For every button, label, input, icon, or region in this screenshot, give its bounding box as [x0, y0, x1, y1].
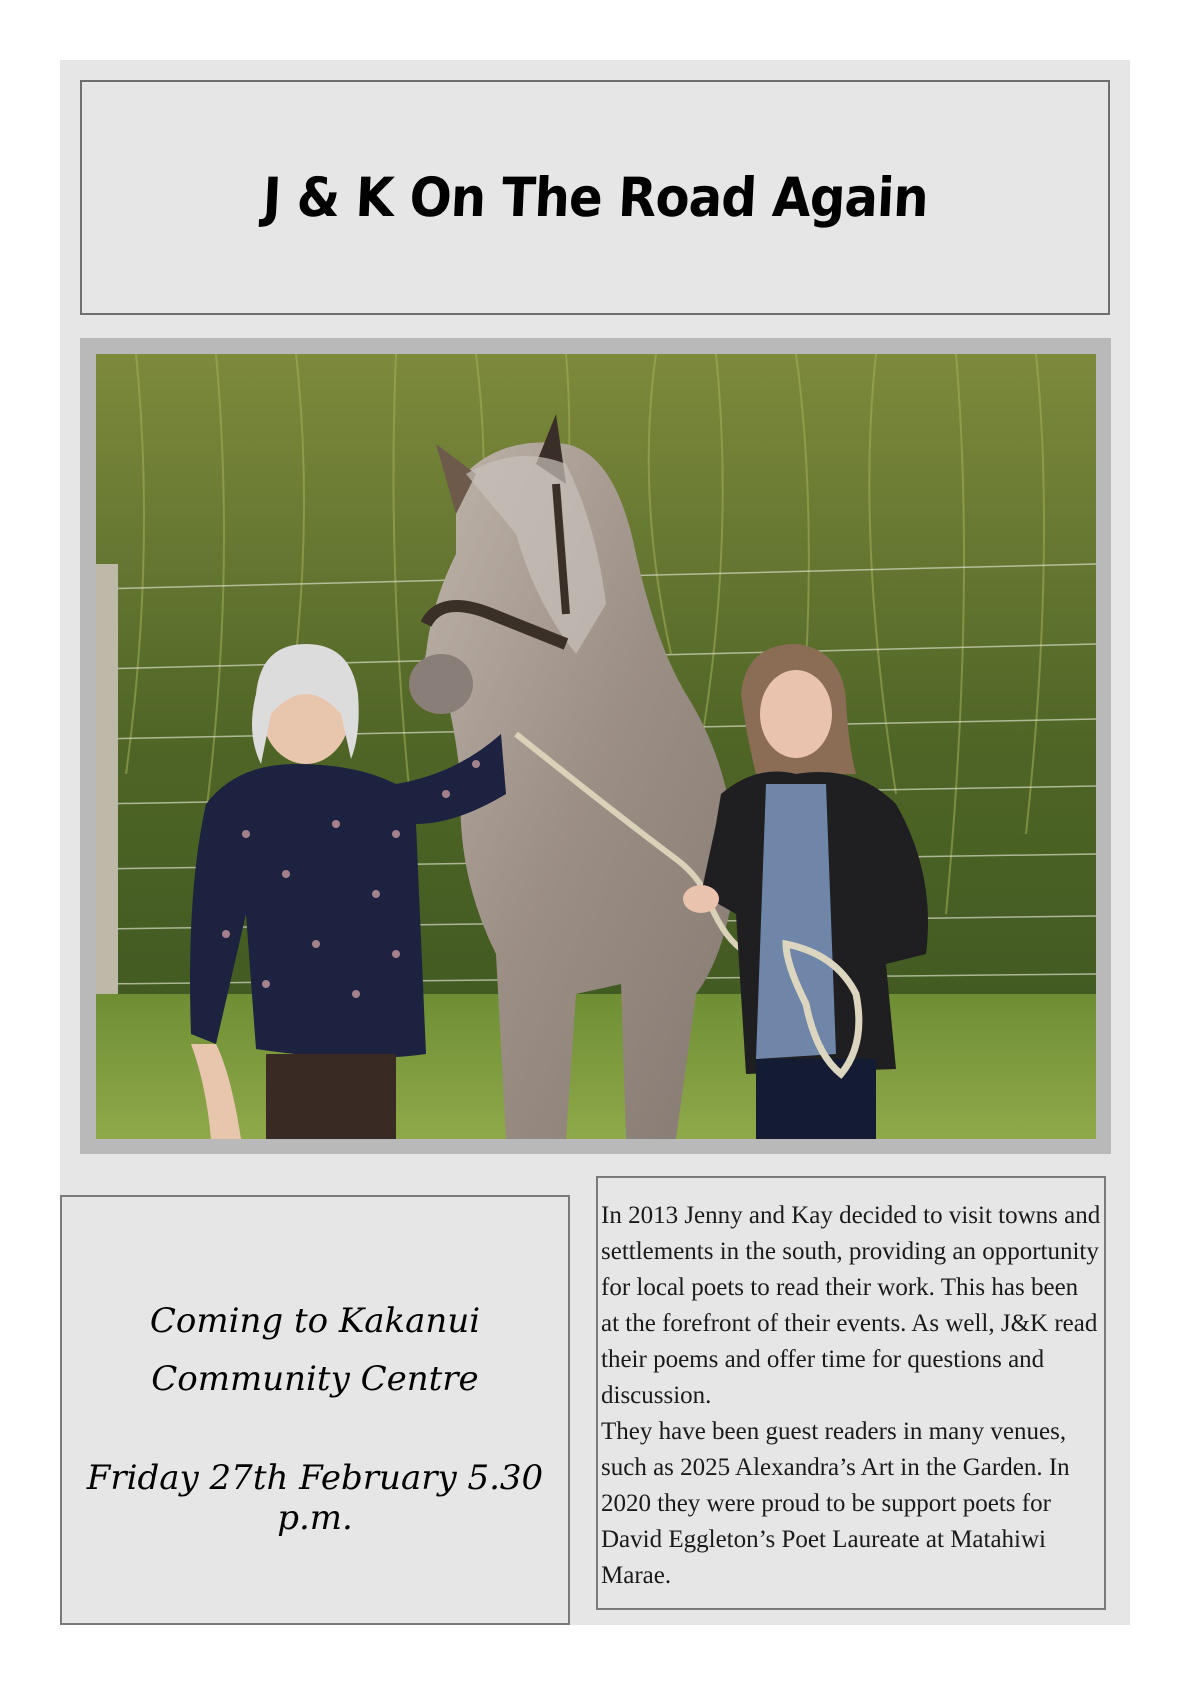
event-box — [60, 1195, 570, 1625]
page-title: J & K On The Road Again — [261, 166, 929, 229]
title-box — [80, 80, 1110, 315]
event-venue: Coming to Kakanui Community Centre — [149, 1301, 481, 1399]
photo — [96, 354, 1096, 1139]
description-box — [596, 1176, 1106, 1610]
grass — [96, 994, 1096, 1139]
fence-post — [96, 564, 118, 1024]
photo-frame — [80, 338, 1111, 1154]
photo-image — [96, 354, 1096, 1139]
description-paragraph-2: They have been guest readers in many venues, such as 2025 Alexandra’s Art in the Garden. In 2020 they were proud to be support poets for David Eggleton’s Poet Laureate at Matahiwi Marae. — [601, 1418, 1070, 1589]
event-date: Friday 27th February 5.30 p.m. — [86, 1458, 544, 1538]
description-paragraph-1: In 2013 Jenny and Kay decided to visit towns and settlements in the south, providing an opportunity for local poets to read their work. This has been at the forefront of their events. As well, J&K read their poems and offer time for questions and discussion. — [601, 1202, 1101, 1409]
